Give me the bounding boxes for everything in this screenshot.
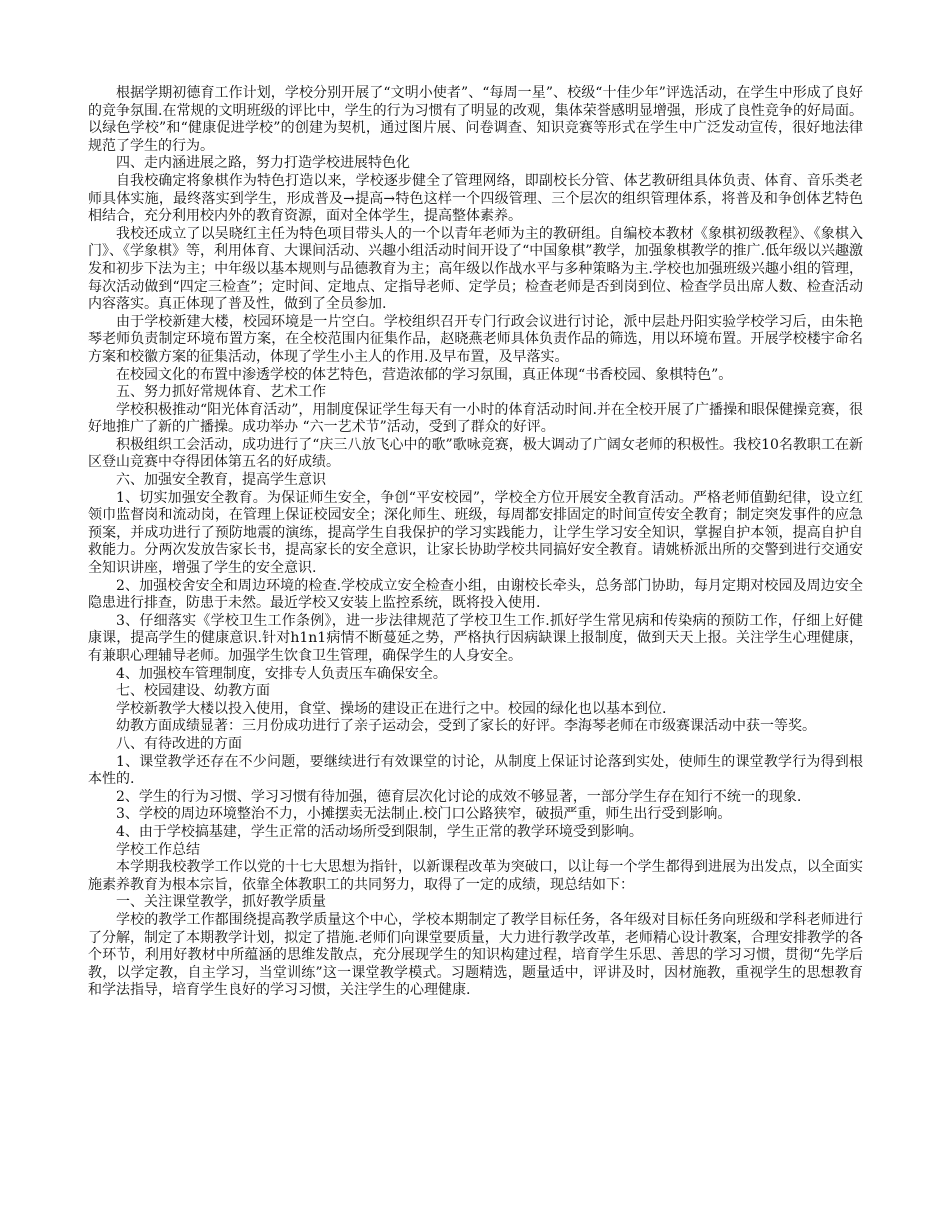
paragraph: 在校园文化的布置中渗透学校的体艺特色，营造浓郁的学习氛围，真正体现“书香校园、象棋特色”。	[116, 366, 733, 383]
paragraph: 本学期我校教学工作以党的十七大思想为指针，以新课程改革为突破口，以让每一个学生都得到进展为出发点，以全面实施素养教育为根本宗旨，依靠全体教职工的共同努力，取得了一定的成绩，现总结如下：	[88, 859, 863, 893]
paragraph: 学校新教学大楼以投入使用，食堂、操场的建设正在进行之中。校园的绿化也以基本到位.	[116, 700, 667, 717]
paragraph: 自我校确定将象棋作为特色打造以来，学校逐步健全了管理网络，即副校长分管、体艺教研组具体负责、体育、音乐类老师具体实施，最终落实到学生，形成普及→提高→特色这样一个四级管理、三个层次的组织管理体系，将普及和争创体艺特色相结合，充分利用校内外的教育资源，面对全体学生，提高整体素养。	[88, 172, 863, 225]
paragraph: 由于学校新建大楼，校园环境是一片空白。学校组织召开专门行政会议进行讨论，派中层赴丹阳实验学校学习后，由朱艳琴老师负责制定环境布置方案，在全校范围内征集作品，赵晓燕老师具体负责作品的筛选，用以环境布置。开展学校楼宇命名方案和校徽方案的征集活动，体现了学生小主人的作用.及早布置，及早落实。	[88, 313, 863, 365]
paragraph: 3、学校的周边环境整治不力，小摊摆卖无法制止.校门口公路狭窄，破损严重，师生出行受到影响。	[116, 806, 732, 823]
paragraph: 1、切实加强安全教育。为保证师生安全，争创“平安校园”，学校全方位开展安全教育活动。严格老师值勤纪律，设立红领巾监督岗和流动岗，在管理上保证校园安全；深化师生、班级，每周都安排固定的时间宣传安全教育；制定突发事件的应急预案，并成功进行了预防地震的演练，提高学生自我保护的学习实践能力，让学生学习安全知识，掌握自护本领，提高自护自救能力。分两次发放告家长书，提高家长的安全意识，让家长协助学校共同搞好安全教育。请姚桥派出所的交警到进行交通安全知识讲座，增强了学生的安全意识.	[88, 489, 863, 577]
section-heading: 七、校园建设、幼教方面	[116, 683, 270, 700]
paragraph: 积极组织工会活动，成功进行了“庆三八放飞心中的歌”歌咏竞赛，极大调动了广阔女老师的积极性。我校10名教职工在新区登山竞赛中夺得团体第五名的好成绩。	[88, 436, 863, 471]
paragraph: 学校积极推动“阳光体育活动”，用制度保证学生每天有一小时的体育活动时间.并在全校开展了广播操和眼保健操竞赛，很好地推广了新的广播操。成功举办 “六一艺术节”活动，受到了群众的好评。	[88, 401, 863, 436]
paragraph: 学校的教学工作都围绕提高教学质量这个中心，学校本期制定了教学目标任务，各年级对目标任务向班级和学科老师进行了分解，制定了本期教学计划，拟定了措施.老师们向课堂要质量，大力进行教学改革，老师精心设计教案，合理安排教学的各个环节，利用好教材中所蕴涵的思维发散点，充分展现学生的知识构建过程，培育学生乐思、善思的学习习惯，贯彻“先学后教，以学定教，自主学习，当堂训练”这一课堂教学模式。习题精选，题量适中，评讲及时，因材施教，重视学生的思想教育和学法指导，培育学生良好的学习习惯，关注学生的心理健康.	[88, 911, 863, 999]
paragraph: 2、加强校舍安全和周边环境的检查.学校成立安全检查小组，由谢校长牵头，总务部门协助，每月定期对校园及周边安全隐患进行排查，防患于未然。最近学校又安装上监控系统，既将投入使用.	[88, 577, 863, 612]
paragraph: 幼教方面成绩显著：三月份成功进行了亲子运动会，受到了家长的好评。李海琴老师在市级赛课活动中获一等奖。	[116, 718, 816, 735]
document-title: 学校工作总结	[116, 841, 200, 858]
section-heading: 八、有待改进的方面	[116, 735, 242, 752]
document-body	[88, 85, 863, 1000]
paragraph: 2、学生的行为习惯、学习习惯有待加强，德育层次化讨论的成效不够显著，一部分学生存在知行不统一的现象.	[116, 788, 802, 805]
paragraph: 4、由于学校搞基建，学生正常的活动场所受到限制，学生正常的教学环境受到影响。	[116, 823, 643, 840]
paragraph: 1、课堂教学还存在不少问题，要继续进行有效课堂的讨论，从制度上保证讨论落到实处，使师生的课堂教学行为得到根本性的.	[88, 753, 863, 788]
paragraph: 我校还成立了以吴晓红主任为特色项目带头人的一个以青年老师为主的教研组。自编校本教材《象棋初级教程》、《象棋入门》、《学象棋》等，利用体育、大课间活动、兴趣小组活动时间开设了“中国象棋”教学，加强象棋教学的推广.低年级以兴趣激发和初步下法为主；中年级以基本规则与品德教育为主；高年级以作战水平与多种策略为主.学校也加强班级兴趣小组的管理，每次活动做到“四定三检查”；定时间、定地点、定指导老师、定学员；检查老师是否到岗到位、检查学员出席人数、检查活动内容落实。真正体现了普及性，做到了全员参加.	[88, 225, 863, 313]
section-heading: 六、加强安全教育，提高学生意识	[116, 472, 326, 489]
paragraph: 4、加强校车管理制度，安排专人负责压车确保安全。	[116, 665, 447, 682]
section-heading: 五、努力抓好常规体育、艺术工作	[116, 384, 326, 401]
section-heading: 四、走内涵进展之路，努力打造学校进展特色化	[116, 155, 410, 172]
paragraph: 3、仔细落实《学校卫生工作条例》，进一步法律规范了学校卫生工作.抓好学生常见病和传染病的预防工作，仔细上好健康课，提高学生的健康意识.针对h1n1病情不断蔓延之势，严格执行因病缺课上报制度，做到天天上报。关注学生心理健康，有兼职心理辅导老师。加强学生饮食卫生管理，确保学生的人身安全。	[88, 612, 863, 664]
section-heading: 一、关注课堂教学，抓好教学质量	[116, 894, 326, 911]
paragraph: 根据学期初德育工作计划，学校分别开展了“文明小使者”、“每周一星”、校级“十佳少年”评选活动，在学生中形成了良好的竞争氛围.在常规的文明班级的评比中，学生的行为习惯有了明显的改观，集体荣誉感明显增强，形成了良性竞争的好局面。以绿色学校”和“健康促进学校”的创建为契机，通过图片展、问卷调查、知识竞赛等形式在学生中广泛发动宣传，很好地法律规范了学生的行为。	[88, 85, 863, 154]
